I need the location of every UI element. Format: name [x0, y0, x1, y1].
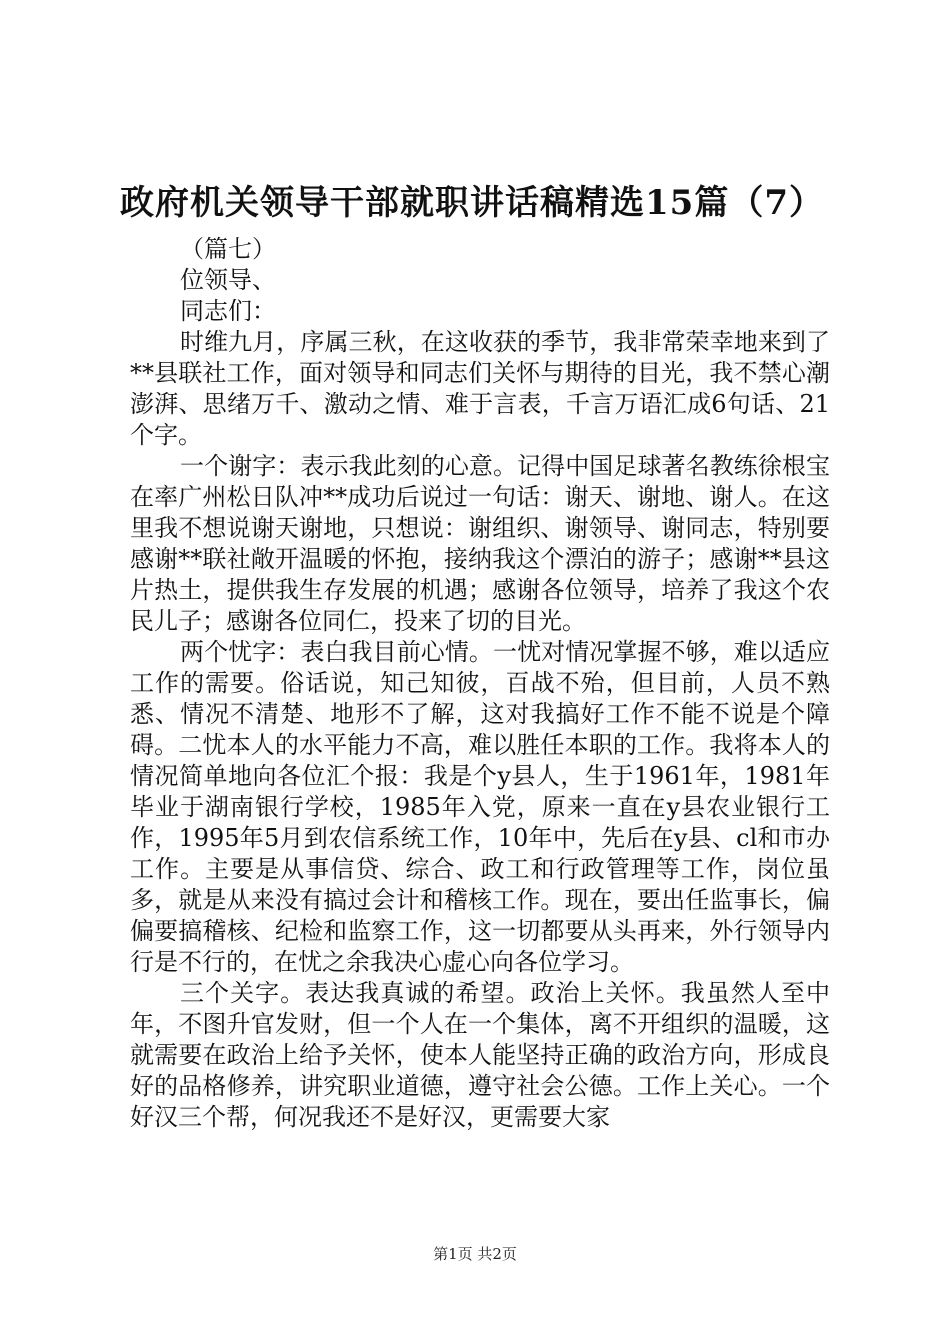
page-footer: 第1页 共2页: [433, 1245, 517, 1263]
document-body: [130, 234, 830, 1133]
paragraph-care: 三个关字。表达我真诚的希望。政治上关怀。我虽然人至中年，不图升官发财，但一个人在一个集体，离不开组织的温暖，这就需要在政治上给予关怀，使本人能坚持正确的政治方向，形成良好的品格修养，讲究职业道德，遵守社会公德。工作上关心。一个好汉三个帮，何况我还不是好汉，更需要大家: [130, 979, 830, 1131]
document-title: 政府机关领导干部就职讲话稿精选15篇（7）: [120, 183, 824, 223]
paragraph-thanks: 一个谢字：表示我此刻的心意。记得中国足球著名教练徐根宝在率广州松日队冲**成功后说过一句话：谢天、谢地、谢人。在这里我不想说谢天谢地，只想说：谢组织、谢领导、谢同志，特别要感谢**联社敞开温暖的怀抱，接纳我这个漂泊的游子；感谢**县这片热土，提供我生存发展的机遇；感谢各位领导，培养了我这个农民儿子；感谢各位同仁，投来了切的目光。: [130, 452, 830, 635]
section-label: （篇七）: [180, 235, 276, 263]
paragraph-intro: 时维九月，序属三秋，在这收获的季节，我非常荣幸地来到了**县联社工作，面对领导和同志们关怀与期待的目光，我不禁心潮澎湃、思绪万千、激动之情、难于言表，千言万语汇成6句话、21个字。: [130, 328, 830, 449]
salutation-comrades: 同志们：: [180, 297, 276, 325]
salutation-leaders: 位领导、: [180, 266, 276, 294]
paragraph-worries: 两个忧字：表白我目前心情。一忧对情况掌握不够，难以适应工作的需要。俗话说，知己知彼，百战不殆，但目前，人员不熟悉、情况不清楚、地形不了解，这对我搞好工作不能不说是个障碍。二忧本人的水平能力不高，难以胜任本职的工作。我将本人的情况简单地向各位汇个报：我是个y县人，生于1961年，1981年毕业于湖南银行学校，1985年入党，原来一直在y县农业银行工作，1995年5月到农信系统工作，10年中，先后在y县、cl和市办工作。主要是从事信贷、综合、政工和行政管理等工作，岗位虽多，就是从来没有搞过会计和稽核工作。现在，要出任监事长，偏偏要搞稽核、纪检和监察工作，这一切都要从头再来，外行领导内行是不行的，在忧之余我决心虚心向各位学习。: [130, 638, 830, 976]
